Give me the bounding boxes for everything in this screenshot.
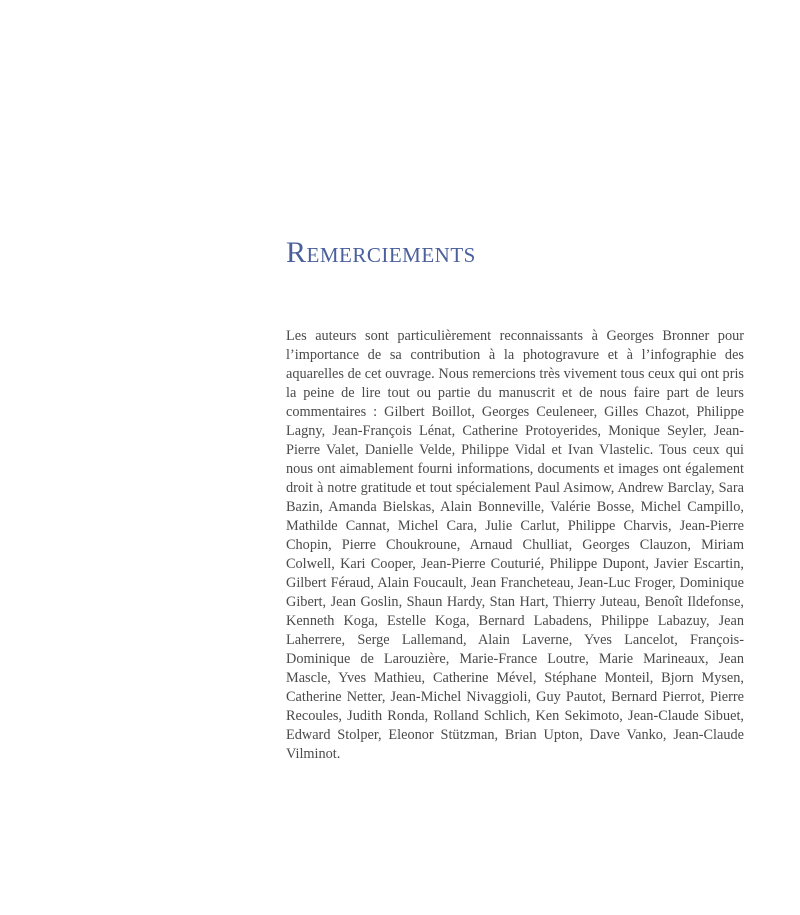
page-title: Remerciements	[286, 236, 476, 269]
acknowledgements-paragraph: Les auteurs sont particulièrement reconnaissants à Georges Bronner pour l’importance de sa contribution à la photogravure et à l’infographie des aquarelles de cet ouvrage. Nous remercions très vivement tous ceux qui ont pris la peine de lire tout ou partie du manuscrit et de nous faire part de leurs commentaires : Gilbert Boillot, Georges Ceuleneer, Gilles Chazot, Philippe Lagny, Jean-François Lénat, Catherine Protoyerides, Monique Seyler, Jean-Pierre Valet, Danielle Velde, Philippe Vidal et Ivan Vlastelic. Tous ceux qui nous ont aimablement fourni informations, documents et images ont également droit à notre gratitude et tout spécialement Paul Asimow, Andrew Barclay, Sara Bazin, Amanda Bielskas, Alain Bonneville, Valérie Bosse, Michel Campillo, Mathilde Cannat, Michel Cara, Julie Carlut, Philippe Charvis, Jean-Pierre Chopin, Pierre Choukroune, Arnaud Chulliat, Georges Clauzon, Miriam Colwell, Kari Cooper, Jean-Pierre Couturié, Philippe Dupont, Javier Escartin, Gilbert Féraud, Alain Foucault, Jean Francheteau, Jean-Luc Froger, Dominique Gibert, Jean Goslin, Shaun Hardy, Stan Hart, Thierry Juteau, Benoît Ildefonse, Kenneth Koga, Estelle Koga, Bernard Labadens, Philippe Labazuy, Jean Laherrere, Serge Lallemand, Alain Laverne, Yves Lancelot, François-Dominique de Larouzière, Marie-France Loutre, Marie Marineaux, Jean Mascle, Yves Mathieu, Catherine Mével, Stéphane Monteil, Bjorn Mysen, Catherine Netter, Jean-Michel Nivaggioli, Guy Pautot, Bernard Pierrot, Pierre Recoules, Judith Ronda, Rolland Schlich, Ken Sekimoto, Jean-Claude Sibuet, Edward Stolper, Eleonor Stützman, Brian Upton, Dave Vanko, Jean-Claude Vilminot.	[286, 328, 744, 762]
